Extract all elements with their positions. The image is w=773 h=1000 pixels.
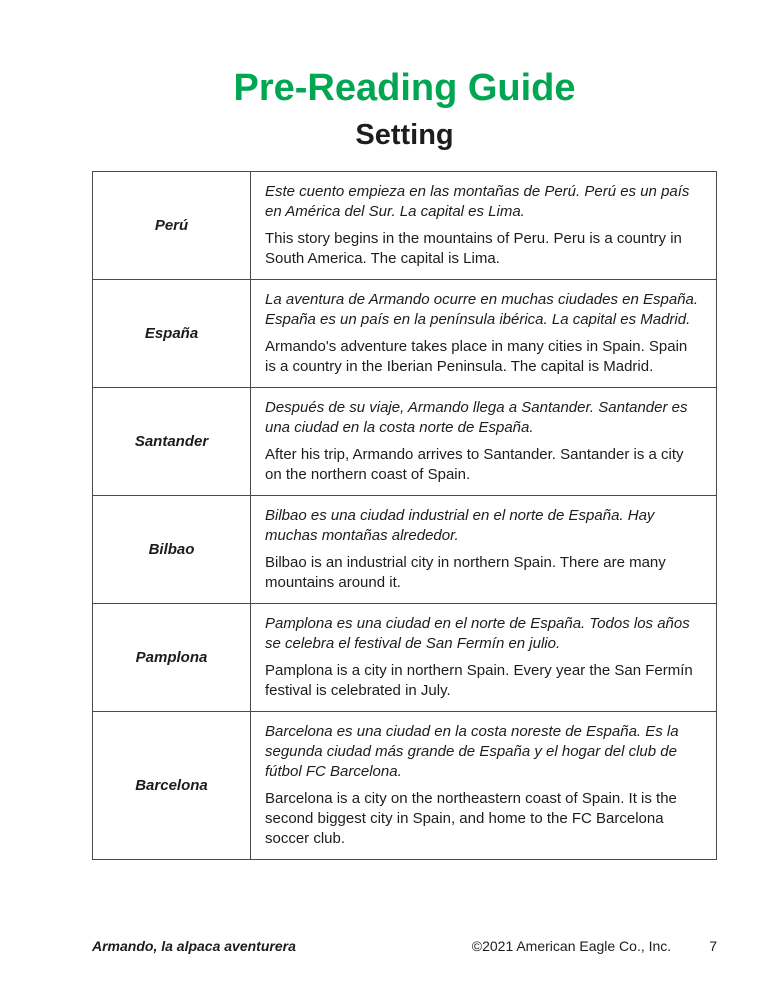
spanish-text: Bilbao es una ciudad industrial en el norte de España. Hay muchas montañas alrededor.: [265, 507, 655, 545]
english-text: Pamplona is a city in northern Spain. Every year the San Fermín festival is celebrated in July.: [265, 662, 693, 700]
place-name: Barcelona: [135, 777, 208, 795]
place-name: Pamplona: [135, 649, 208, 667]
place-name: Perú: [154, 217, 189, 235]
place-name-cell: [93, 172, 251, 280]
description-cell: [251, 712, 717, 860]
place-name-cell: [93, 280, 251, 388]
english-text: After his trip, Armando arrives to Santander. Santander is a city on the northern coast of Spain.: [265, 446, 684, 484]
description-cell: [251, 388, 717, 496]
place-name: Santander: [134, 433, 209, 451]
spanish-text: Barcelona es una ciudad en la costa noreste de España. Es la segunda ciudad más grande de España y el hogar del club de fútbol FC Barcelona.: [265, 723, 679, 781]
footer-page-number: 7: [709, 938, 717, 954]
table-row: [93, 496, 717, 604]
english-text: Bilbao is an industrial city in northern Spain. There are many mountains around it.: [265, 554, 666, 592]
place-name-cell: [93, 712, 251, 860]
english-text: Barcelona is a city on the northeastern coast of Spain. It is the second biggest city in Spain, and home to the FC Barcelona soccer club.: [265, 790, 677, 848]
description-cell: [251, 604, 717, 712]
page-footer: [92, 938, 717, 954]
description-cell: [251, 496, 717, 604]
setting-table-body: [93, 172, 717, 860]
footer-right: [472, 938, 717, 954]
english-text: Armando's adventure takes place in many cities in Spain. Spain is a country in the Iberian Peninsula. The capital is Madrid.: [265, 338, 688, 376]
spanish-text: Pamplona es una ciudad en el norte de España. Todos los años se celebra el festival de San Fermín en julio.: [265, 615, 690, 653]
table-row: [93, 280, 717, 388]
table-row: [93, 172, 717, 280]
footer-book-title: Armando, la alpaca aventurera: [92, 938, 296, 954]
page-title: Pre-Reading Guide: [233, 67, 576, 109]
table-row: [93, 712, 717, 860]
place-name: Bilbao: [148, 541, 195, 559]
spanish-text: La aventura de Armando ocurre en muchas ciudades en España. España es un país en la península ibérica. La capital es Madrid.: [265, 291, 699, 329]
description-cell: [251, 172, 717, 280]
table-row: [93, 388, 717, 496]
page-subtitle: Setting: [355, 118, 454, 151]
place-name-cell: [93, 388, 251, 496]
setting-table: [92, 171, 717, 860]
place-name-cell: [93, 496, 251, 604]
place-name: España: [144, 325, 199, 343]
spanish-text: Este cuento empieza en las montañas de Perú. Perú es un país en América del Sur. La capital es Lima.: [265, 183, 690, 221]
english-text: This story begins in the mountains of Peru. Peru is a country in South America. The capital is Lima.: [265, 230, 682, 268]
place-name-cell: [93, 604, 251, 712]
table-row: [93, 604, 717, 712]
document-page: [92, 0, 717, 860]
description-cell: [251, 280, 717, 388]
spanish-text: Después de su viaje, Armando llega a Santander. Santander es una ciudad en la costa norte de España.: [265, 399, 688, 437]
footer-copyright: ©2021 American Eagle Co., Inc.: [471, 938, 672, 954]
